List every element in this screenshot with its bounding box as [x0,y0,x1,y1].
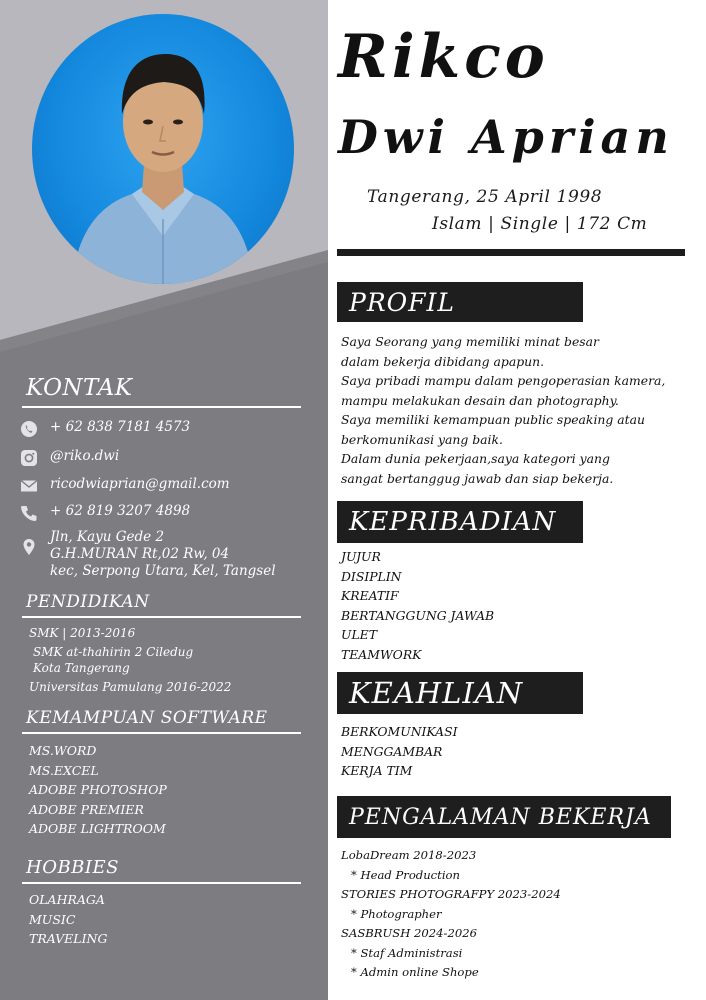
contact-instagram [20,448,310,467]
software-list [29,741,167,839]
contact-phone [20,503,310,522]
contact-address-text [50,529,276,580]
skill-item: BERKOMUNIKASI [341,724,458,739]
software-item: MS.WORD [29,743,97,758]
personality-item: BERTANGGUNG JAWAB [341,607,495,623]
profile-line: Saya Seorang yang memiliki minat besar [341,334,599,349]
contact-email-text: ricodwiaprian@gmail.com [50,476,230,492]
hobby-item: MUSIC [29,911,76,927]
phone-icon [20,504,38,522]
profile-line: Dalam dunia pekerjaan,saya kategori yang [341,451,610,466]
software-divider [22,732,301,734]
name-first: Rikco [338,22,549,92]
personality-item: JUJUR [341,549,381,564]
personality-item: DISIPLIN [341,568,402,584]
education-line: SMK | 2013-2016 [29,626,136,640]
education-heading: PENDIDIKAN [26,592,150,612]
experience-company: SASBRUSH 2024-2026 [341,926,477,940]
hobbies-heading: HOBBIES [26,857,119,878]
address-line: G.H.MURAN Rt,02 Rw, 04 [50,546,230,562]
profile-text [341,332,665,488]
education-line: Universitas Pamulang 2016-2022 [29,680,232,694]
contact-whatsapp [20,419,310,438]
skills-heading: KEAHLIAN [337,672,583,714]
experience-company: STORIES PHOTOGRAFPY 2023-2024 [341,887,561,901]
mail-icon [20,477,38,495]
personality-heading: KEPRIBADIAN [337,501,583,543]
experience-company: LobaDream 2018-2023 [341,848,477,862]
address-line: kec, Serpong Utara, Kel, Tangsel [50,563,276,579]
bio-details: Islam | Single | 172 Cm [432,214,648,234]
personality-item: TEAMWORK [341,646,422,662]
profile-line: berkomunikasi yang baik. [341,431,503,447]
contact-instagram-text: @riko.dwi [50,448,120,464]
contact-divider [22,406,301,408]
experience-role: * Admin online Shope [351,965,479,979]
contact-address [20,529,310,580]
personality-list [341,547,494,664]
skill-item: MENGGAMBAR [341,743,443,759]
location-pin-icon [20,538,38,556]
experience-role: * Staf Administrasi [351,945,463,960]
contact-whatsapp-text: + 62 838 7181 4573 [50,419,191,435]
whatsapp-icon [20,420,38,438]
education-list [29,625,231,695]
hobbies-divider [22,882,301,884]
education-line: SMK at-thahirin 2 Ciledug [33,645,194,659]
profile-photo [32,14,294,284]
software-item: ADOBE LIGHTROOM [29,821,166,836]
profile-line: Saya memiliki kemampuan public speaking atau [341,412,645,427]
contact-phone-text: + 62 819 3207 4898 [50,503,191,519]
instagram-icon [20,449,38,467]
software-heading: KEMAMPUAN SOFTWARE [26,708,268,728]
bio-birth: Tangerang, 25 April 1998 [367,187,603,207]
address-line: Jln, Kayu Gede 2 [50,529,165,545]
name-last: Dwi Aprian [338,110,674,164]
hobbies-list [29,890,107,949]
profile-heading: PROFIL [337,282,583,322]
personality-item: KREATIF [341,588,399,603]
experience-role: * Head Production [351,867,460,882]
experience-list [341,846,561,983]
skills-list [341,722,458,781]
profile-line: dalam bekerja dibidang apapun. [341,353,545,369]
contact-heading: KONTAK [26,375,133,401]
skill-item: KERJA TIM [341,763,413,778]
education-line: Kota Tangerang [33,661,130,675]
software-item: ADOBE PHOTOSHOP [29,782,167,797]
hobby-item: OLAHRAGA [29,892,105,907]
experience-role: * Photographer [351,906,442,921]
hobby-item: TRAVELING [29,931,108,946]
experience-heading: PENGALAMAN BEKERJA [337,796,671,838]
profile-line: Saya pribadi mampu dalam pengoperasian kamera, [341,373,666,388]
software-item: ADOBE PREMIER [29,801,144,817]
contact-email [20,476,310,495]
profile-line: mampu melakukan desain dan photography. [341,392,619,408]
profile-line: sangat bertanggug jawab dan siap bekerja. [341,470,614,486]
personality-item: ULET [341,627,377,642]
software-item: MS.EXCEL [29,762,99,778]
header-divider [337,249,685,256]
education-divider [22,616,301,618]
